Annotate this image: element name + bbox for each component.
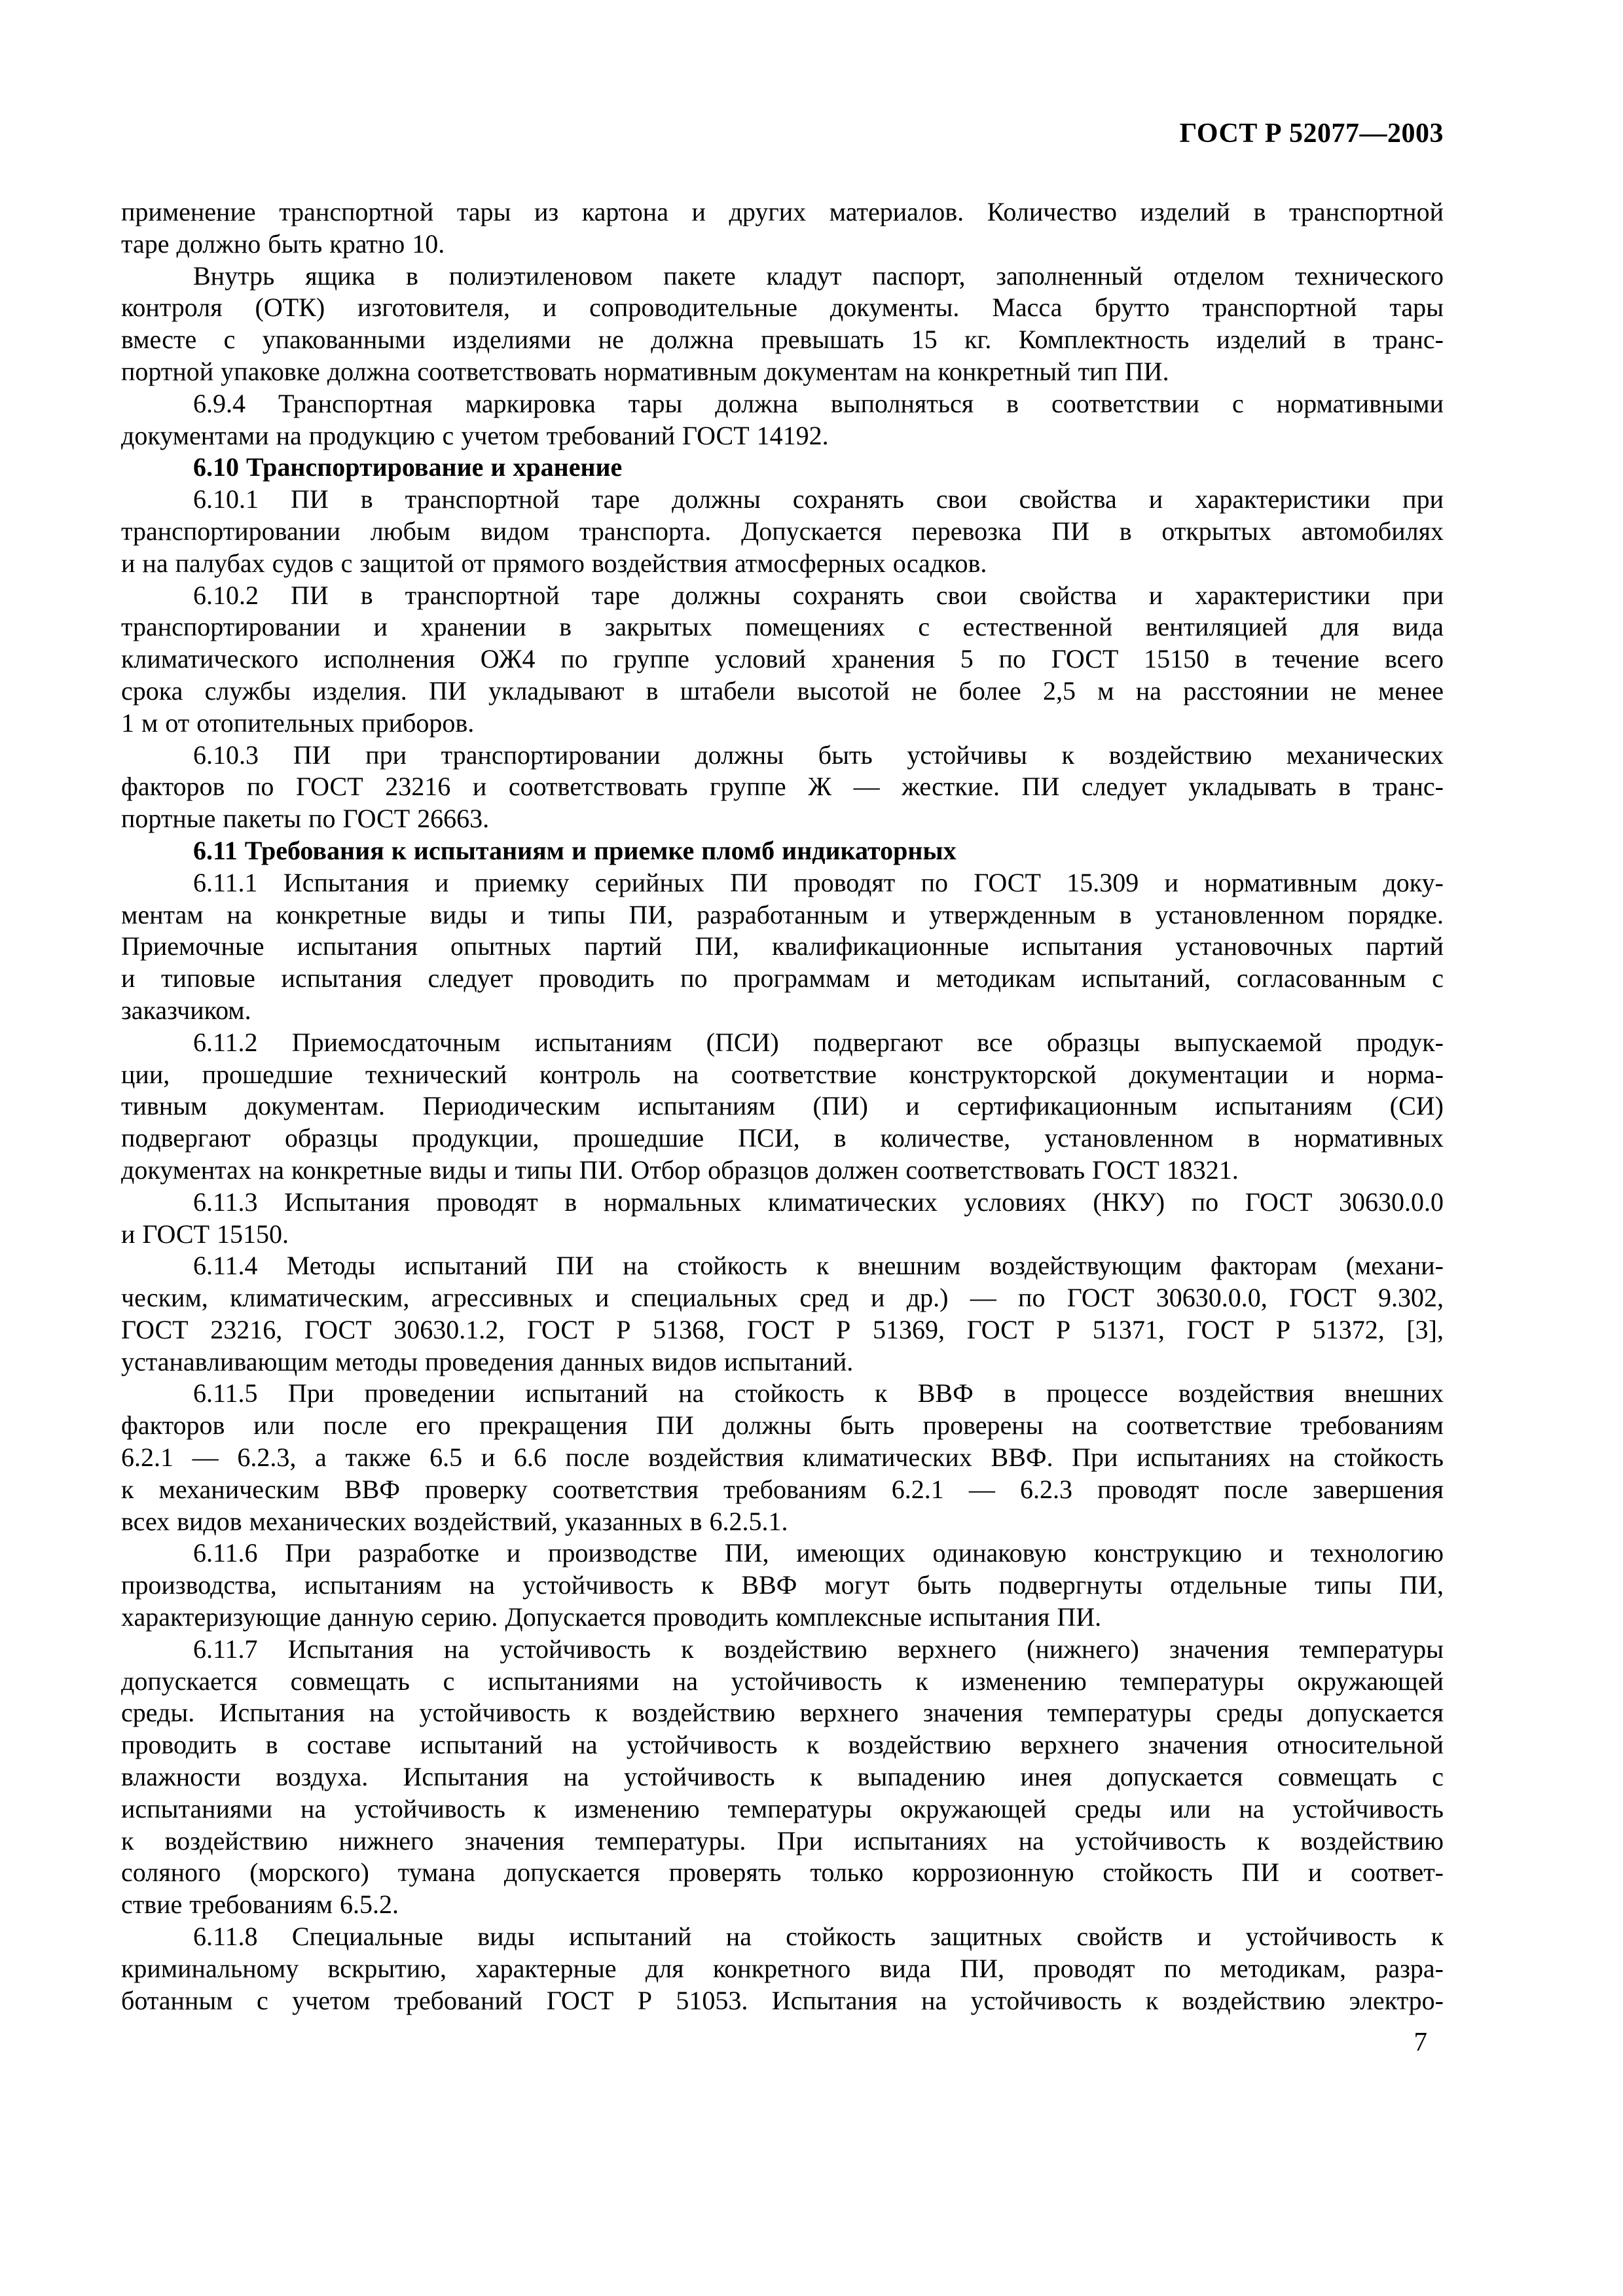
text-line: ГОСТ 23216, ГОСТ 30630.1.2, ГОСТ Р 51368, ГОСТ Р 51369, ГОСТ Р 51371, ГОСТ Р 51372, [3], — [121, 1314, 1444, 1344]
text-line: 6.9.4 Транспортная маркировка тары должна выполняться в соответствии с нормативными — [193, 388, 1444, 418]
text-line: ции, прошедшие технический контроль на соответствие конструкторской документации и норма- — [121, 1059, 1444, 1089]
text-line: ческим, климатическим, агрессивных и специальных сред и др.) — по ГОСТ 30630.0.0, ГОСТ 9.302, — [121, 1283, 1444, 1313]
text-line: характеризующие данную серию. Допускается проводить комплексные испытания ПИ. — [121, 1602, 1102, 1632]
text-line: 6.10.3 ПИ при транспортировании должны быть устойчивы к воздействию механических — [193, 740, 1444, 770]
text-line: заказчиком. — [121, 995, 251, 1025]
text-line: 6.11.3 Испытания проводят в нормальных климатических условиях (НКУ) по ГОСТ 30630.0.0 — [193, 1187, 1444, 1217]
text-line: и ГОСТ 15150. — [121, 1219, 289, 1249]
text-line: 6.11.7 Испытания на устойчивость к воздействию верхнего (нижнего) значения температуры — [193, 1634, 1444, 1664]
text-line: 6.11.8 Специальные виды испытаний на стойкость защитных свойств и устойчивость к — [193, 1922, 1444, 1952]
text-line: подвергают образцы продукции, прошедшие ПСИ, в количестве, установленном в нормативных — [121, 1123, 1444, 1153]
text-line: допускается совмещать с испытаниями на устойчивость к изменению температуры окружающей — [121, 1666, 1444, 1696]
text-line: срока службы изделия. ПИ укладывают в штабели высотой не более 2,5 м на расстоянии не менее — [121, 675, 1444, 706]
text-line: климатического исполнения ОЖ4 по группе условий хранения 5 по ГОСТ 15150 в течение всего — [121, 644, 1444, 674]
text-line: среды. Испытания на устойчивость к воздействию верхнего значения температуры среды допускается — [121, 1698, 1444, 1728]
text-line: криминальному вскрытию, характерные для конкретного вида ПИ, проводят по методикам, разра- — [121, 1953, 1444, 1983]
text-line: 6.11.2 Приемосдаточным испытаниям (ПСИ) подвергают все образцы выпускаемой продук- — [193, 1027, 1444, 1057]
text-line: ментам на конкретные виды и типы ПИ, разработанным и утвержденным в установленном порядке. — [121, 899, 1444, 929]
text-line: испытаниями на устойчивость к изменению температуры окружающей среды или на устойчивость — [121, 1793, 1444, 1823]
text-line: 1 м от отопительных приборов. — [121, 708, 475, 738]
text-line: 6.11 Требования к испытаниям и приемке пломб индикаторных — [193, 835, 957, 865]
text-line: к воздействию нижнего значения температуры. При испытаниях на устойчивость к воздействию — [121, 1825, 1444, 1856]
text-line: 6.11.5 При проведении испытаний на стойкость к ВВФ в процессе воздействия внешних — [193, 1378, 1444, 1408]
text-line: Приемочные испытания опытных партий ПИ, квалификационные испытания установочных партий — [121, 931, 1444, 961]
text-line: 6.11.1 Испытания и приемку серийных ПИ проводят по ГОСТ 15.309 и нормативным доку- — [193, 867, 1444, 897]
text-line: ствие требованиям 6.5.2. — [121, 1890, 399, 1920]
text-line: 6.10.1 ПИ в транспортной таре должны сохранять свои свойства и характеристики при — [193, 484, 1444, 514]
text-line: к механическим ВВФ проверку соответствия требованиям 6.2.1 — 6.2.3 проводят после завершения — [121, 1474, 1444, 1504]
text-line: документами на продукцию с учетом требований ГОСТ 14192. — [121, 420, 829, 450]
text-line: таре должно быть кратно 10. — [121, 228, 445, 259]
text-line: факторов или после его прекращения ПИ должны быть проверены на соответствие требованиям — [121, 1410, 1444, 1441]
text-line: портной упаковке должна соответствовать нормативным документам на конкретный тип ПИ. — [121, 356, 1169, 386]
text-line: и на палубах судов с защитой от прямого воздействия атмосферных осадков. — [121, 548, 987, 578]
text-line: всех видов механических воздействий, указанных в 6.2.5.1. — [121, 1506, 788, 1536]
text-line: 6.11.6 При разработке и производстве ПИ, имеющих одинаковую конструкцию и технологию — [193, 1538, 1444, 1568]
text-line: устанавливающим методы проведения данных видов испытаний. — [121, 1346, 854, 1376]
text-line: ботанным с учетом требований ГОСТ Р 51053. Испытания на устойчивость к воздействию электро- — [121, 1985, 1444, 2015]
text-line: документах на конкретные виды и типы ПИ. Отбор образцов должен соответствовать ГОСТ 18321. — [121, 1155, 1239, 1185]
text-line: производства, испытаниям на устойчивость к ВВФ могут быть подвергнуты отдельные типы ПИ, — [121, 1570, 1444, 1600]
text-line: влажности воздуха. Испытания на устойчивость к выпадению инея допускается совмещать с — [121, 1762, 1444, 1792]
text-line: транспортировании и хранении в закрытых помещениях с естественной вентиляцией для вида — [121, 612, 1444, 642]
page-number: 7 — [1413, 2026, 1427, 2056]
text-line: факторов по ГОСТ 23216 и соответствовать группе Ж — жесткие. ПИ следует укладывать в транс- — [121, 772, 1444, 802]
text-line: контроля (ОТК) изготовителя, и сопроводительные документы. Масса брутто транспортной тары — [121, 293, 1444, 323]
text-line: транспортировании любым видом транспорта. Допускается перевозка ПИ в открытых автомобилях — [121, 516, 1444, 546]
text-line: вместе с упакованными изделиями не должна превышать 15 кг. Комплектность изделий в транс- — [121, 325, 1444, 355]
text-line: Внутрь ящика в полиэтиленовом пакете кладут паспорт, заполненный отделом технического — [193, 260, 1444, 291]
text-line: и типовые испытания следует проводить по программам и методикам испытаний, согласованным с — [121, 963, 1444, 994]
text-line: 6.11.4 Методы испытаний ПИ на стойкость к внешним воздействующим факторам (механи- — [193, 1251, 1444, 1281]
document-body — [121, 196, 1444, 2017]
text-line: проводить в составе испытаний на устойчивость к воздействию верхнего значения относительной — [121, 1730, 1444, 1760]
text-line: применение транспортной тары из картона и других материалов. Количество изделий в транспортной — [121, 197, 1444, 226]
text-line: 6.10 Транспортирование и хранение — [193, 452, 623, 482]
text-line: 6.10.2 ПИ в транспортной таре должны сохранять свои свойства и характеристики при — [193, 580, 1444, 610]
text-line: портные пакеты по ГОСТ 26663. — [121, 804, 490, 834]
text-line: соляного (морского) тумана допускается проверять только коррозионную стойкость ПИ и соответ- — [121, 1857, 1444, 1888]
text-line: тивным документам. Периодическим испытаниям (ПИ) и сертификационным испытаниям (СИ) — [121, 1091, 1444, 1121]
text-line: 6.2.1 — 6.2.3, а также 6.5 и 6.6 после воздействия климатических ВВФ. При испытаниях на стойкость — [121, 1443, 1444, 1473]
standard-designation: ГОСТ Р 52077—2003 — [1179, 118, 1444, 149]
